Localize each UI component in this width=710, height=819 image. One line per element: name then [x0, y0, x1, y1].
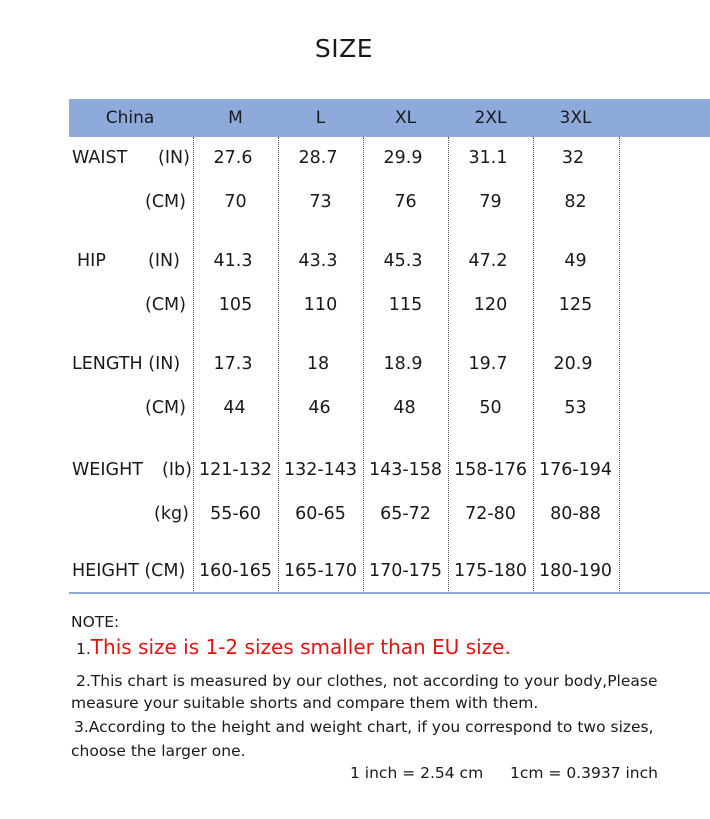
note-1-number: 1.: [76, 640, 91, 658]
conversion-inch: 1 inch = 2.54 cm: [350, 764, 484, 782]
note-2-line-2: measure your suitable shorts and compare them with them.: [71, 694, 539, 712]
note-3-line-2: choose the larger one.: [71, 742, 246, 760]
note-3-line-1: 3.According to the height and weight chart, if you correspond to two sizes,: [74, 718, 654, 736]
row-label-waist: WAIST: [72, 148, 128, 168]
cell-hip-cm-xl: 115: [388, 295, 423, 315]
cell-length-in-2xl: 19.7: [468, 354, 508, 374]
cell-waist-cm-2xl: 79: [479, 192, 502, 212]
cell-weight-lb-m: 121-132: [198, 460, 273, 480]
note-1-text: This size is 1-2 sizes smaller than EU size.: [90, 635, 511, 659]
cell-waist-in-xl: 29.9: [383, 148, 423, 168]
cell-weight-kg-3xl: 80-88: [550, 504, 601, 524]
cell-hip-in-2xl: 47.2: [468, 251, 508, 271]
cell-height-cm-l: 165-170: [283, 561, 358, 581]
row-unit-hip-cm: (CM): [145, 295, 186, 315]
conversion-cm: 1cm = 0.3937 inch: [510, 764, 658, 782]
row-unit-waist-cm: (CM): [145, 192, 186, 212]
header-size-l: L: [315, 108, 326, 128]
header-size-2xl: 2XL: [474, 108, 507, 128]
cell-hip-in-l: 43.3: [298, 251, 338, 271]
cell-waist-in-m: 27.6: [213, 148, 253, 168]
header-country: China: [105, 108, 155, 128]
cell-weight-kg-xl: 65-72: [380, 504, 431, 524]
header-size-xl: XL: [394, 108, 417, 128]
cell-length-in-m: 17.3: [213, 354, 253, 374]
cell-length-cm-3xl: 53: [564, 398, 587, 418]
cell-height-cm-m: 160-165: [198, 561, 273, 581]
cell-waist-in-l: 28.7: [298, 148, 338, 168]
cell-hip-cm-3xl: 125: [558, 295, 593, 315]
row-unit-weight-lb: (Ib): [162, 460, 192, 480]
cell-length-cm-xl: 48: [393, 398, 416, 418]
cell-weight-kg-l: 60-65: [295, 504, 346, 524]
cell-hip-in-xl: 45.3: [383, 251, 423, 271]
page-title: SIZE: [314, 34, 374, 63]
note-1: [76, 636, 511, 660]
cell-weight-lb-xl: 143-158: [368, 460, 443, 480]
row-unit-hip-in: (IN): [148, 251, 180, 271]
row-unit-waist-in: (IN): [158, 148, 190, 168]
cell-length-in-l: 18: [306, 354, 330, 374]
row-label-hip: HIP: [77, 251, 106, 271]
cell-waist-cm-3xl: 82: [564, 192, 587, 212]
table-bottom-rule: [69, 592, 710, 594]
cell-waist-in-2xl: 31.1: [468, 148, 508, 168]
cell-length-cm-l: 46: [308, 398, 331, 418]
cell-hip-cm-m: 105: [218, 295, 253, 315]
row-unit-weight-kg: (kg): [154, 504, 189, 524]
header-size-3xl: 3XL: [559, 108, 592, 128]
cell-height-cm-2xl: 175-180: [453, 561, 528, 581]
note-heading: NOTE:: [71, 613, 120, 631]
cell-waist-cm-xl: 76: [394, 192, 417, 212]
cell-weight-lb-l: 132-143: [283, 460, 358, 480]
cell-length-in-3xl: 20.9: [553, 354, 593, 374]
cell-length-cm-m: 44: [223, 398, 246, 418]
row-unit-length-cm: (CM): [145, 398, 186, 418]
cell-weight-kg-m: 55-60: [210, 504, 261, 524]
cell-weight-lb-3xl: 176-194: [538, 460, 613, 480]
cell-hip-cm-l: 110: [303, 295, 338, 315]
cell-waist-cm-m: 70: [224, 192, 247, 212]
row-label-length: LENGTH (IN): [72, 354, 181, 374]
note-2-line-1: 2.This chart is measured by our clothes, not according to your body,Please: [76, 672, 658, 690]
cell-height-cm-3xl: 180-190: [538, 561, 613, 581]
row-label-height: HEIGHT (CM): [72, 561, 186, 581]
row-label-weight: WEIGHT: [72, 460, 143, 480]
cell-length-in-xl: 18.9: [383, 354, 423, 374]
column-divider: [619, 137, 620, 593]
header-size-m: M: [228, 108, 243, 128]
cell-hip-in-m: 41.3: [213, 251, 253, 271]
cell-waist-cm-l: 73: [309, 192, 332, 212]
cell-hip-in-3xl: 49: [564, 251, 587, 271]
cell-hip-cm-2xl: 120: [473, 295, 508, 315]
cell-height-cm-xl: 170-175: [368, 561, 443, 581]
cell-weight-kg-2xl: 72-80: [465, 504, 516, 524]
cell-waist-in-3xl: 32: [561, 148, 585, 168]
cell-weight-lb-2xl: 158-176: [453, 460, 528, 480]
cell-length-cm-2xl: 50: [479, 398, 502, 418]
